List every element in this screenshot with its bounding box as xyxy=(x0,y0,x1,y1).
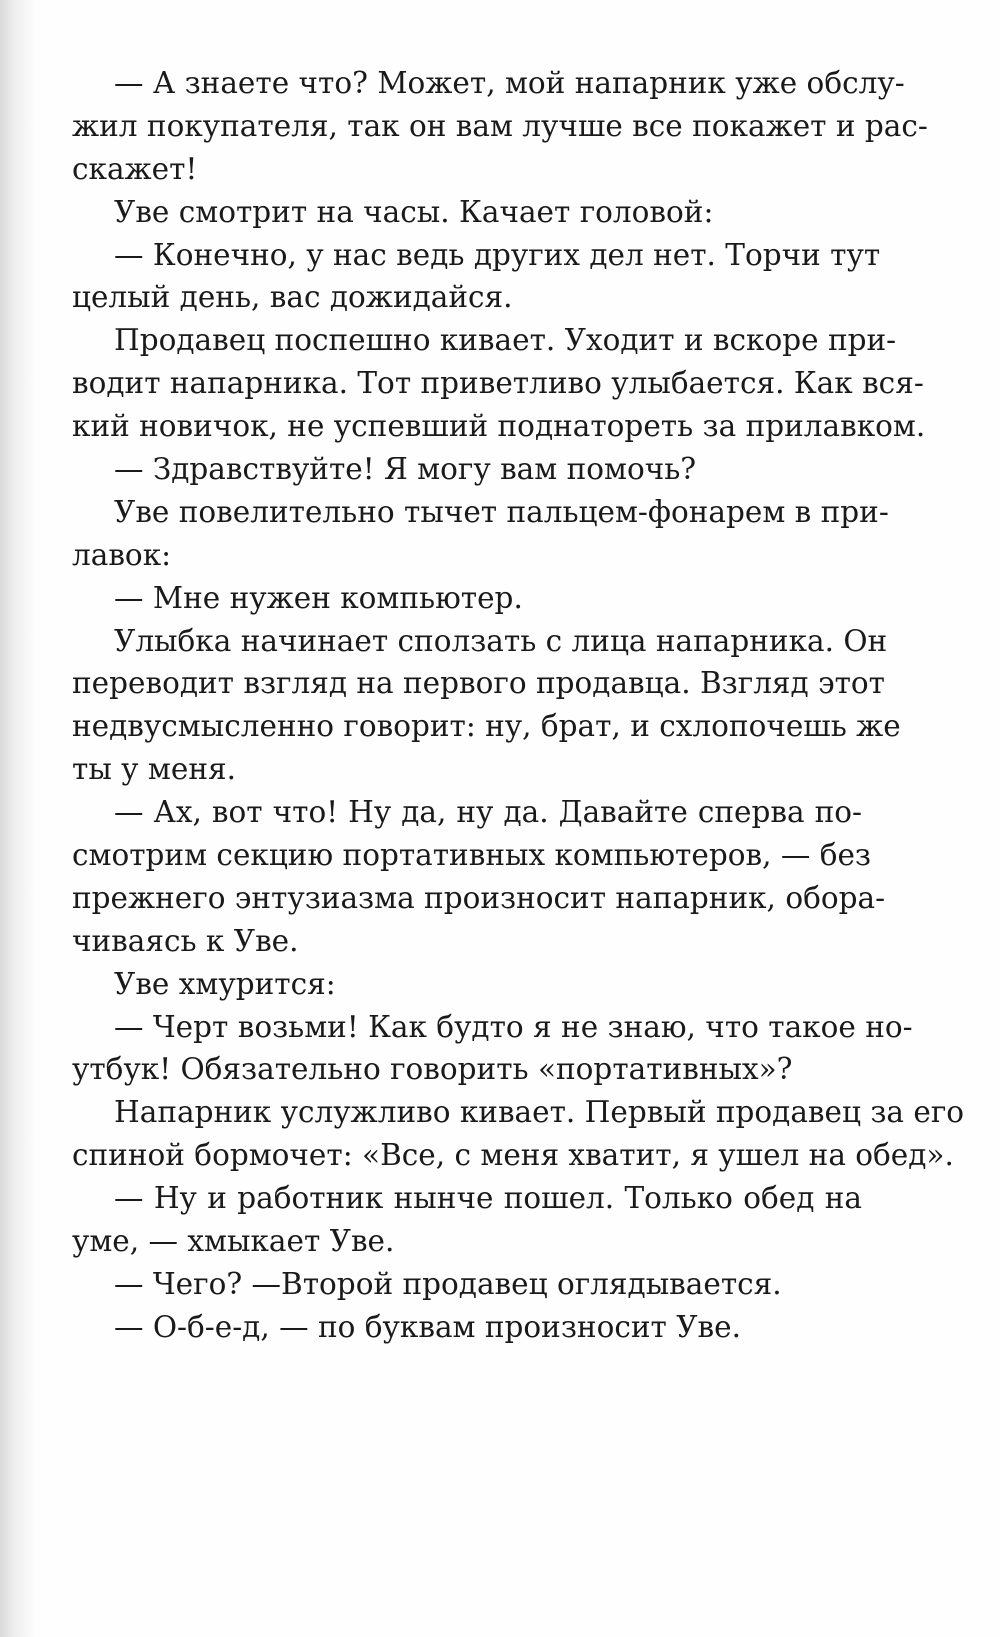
narration-paragraph xyxy=(72,963,862,1006)
text-line: Уве хмурится: xyxy=(114,966,336,1001)
text-line: чиваясь к Уве. xyxy=(72,923,299,958)
dialogue-paragraph xyxy=(72,62,928,191)
narration-paragraph xyxy=(72,620,901,792)
dialogue-paragraph xyxy=(72,1306,862,1349)
narration-paragraph xyxy=(72,1091,965,1177)
text-line: спиной бормочет: «Все, с меня хватит, я ушел на обед». xyxy=(72,1138,954,1173)
text-line: — Ну и работник нынче пошел. Только обед на xyxy=(114,1181,862,1216)
text-line: — А знаете что? Может, мой напарник уже обслу- xyxy=(114,66,905,100)
text-line: Напарник услужливо кивает. Первый продавец за его xyxy=(114,1095,965,1130)
dialogue-paragraph xyxy=(72,791,886,963)
text-line: Уве смотрит на часы. Качает головой: xyxy=(114,194,714,229)
narration-paragraph xyxy=(72,319,926,448)
text-line: скажет! xyxy=(72,151,198,186)
text-line: утбук! Обязательно говорить «портативных»? xyxy=(72,1052,793,1087)
text-line: недвусмысленно говорит: ну, брат, и схлопочешь же xyxy=(72,709,901,744)
text-line: — Здравствуйте! Я могу вам помочь? xyxy=(114,452,697,487)
text-line: лавок: xyxy=(72,537,172,572)
text-line: Улыбка начинает сползать с лица напарника. Он xyxy=(114,623,888,658)
text-line: — Чего? —Второй продавец оглядывается. xyxy=(114,1266,782,1301)
text-line: ты у меня. xyxy=(72,752,236,787)
text-line: водит напарника. Тот приветливо улыбается. Как вся- xyxy=(72,366,924,401)
text-line: уме, — хмыкает Уве. xyxy=(72,1224,395,1259)
text-line: Уве повелительно тычет пальцем-фонарем в при- xyxy=(114,494,889,529)
text-line: переводит взгляд на первого продавца. Взгляд этот xyxy=(72,666,886,701)
dialogue-paragraph xyxy=(72,448,862,491)
text-line: — Черт возьми! Как будто я не знаю, что такое но- xyxy=(114,1009,913,1044)
text-line: целый день, вас дожидайся. xyxy=(72,280,513,315)
text-line: прежнего энтузиазма произносит напарник, обора- xyxy=(72,880,886,915)
text-line: жил покупателя, так он вам лучше все покажет и рас- xyxy=(72,108,928,143)
text-line: кий новичок, не успевший поднатореть за прилавком. xyxy=(72,409,926,444)
dialogue-paragraph xyxy=(72,1177,862,1263)
narration-paragraph xyxy=(72,191,862,234)
text-line: — Ах, вот что! Ну да, ну да. Давайте сперва по- xyxy=(114,795,862,830)
text-body xyxy=(72,62,965,1349)
text-line: — О-б-е-д, — по буквам произносит Уве. xyxy=(114,1309,741,1344)
dialogue-paragraph xyxy=(72,1006,913,1092)
text-line: — Конечно, у нас ведь других дел нет. Торчи тут xyxy=(114,237,881,272)
text-line: — Мне нужен компьютер. xyxy=(114,580,523,615)
text-line: Продавец поспешно кивает. Уходит и вскоре при- xyxy=(114,323,897,358)
text-line: смотрим секцию портативных компьютеров, — без xyxy=(72,838,872,873)
dialogue-paragraph xyxy=(72,234,881,320)
dialogue-paragraph xyxy=(72,1263,862,1306)
dialogue-paragraph xyxy=(72,577,862,620)
narration-paragraph xyxy=(72,491,889,577)
page-gutter-shadow xyxy=(0,0,36,1637)
